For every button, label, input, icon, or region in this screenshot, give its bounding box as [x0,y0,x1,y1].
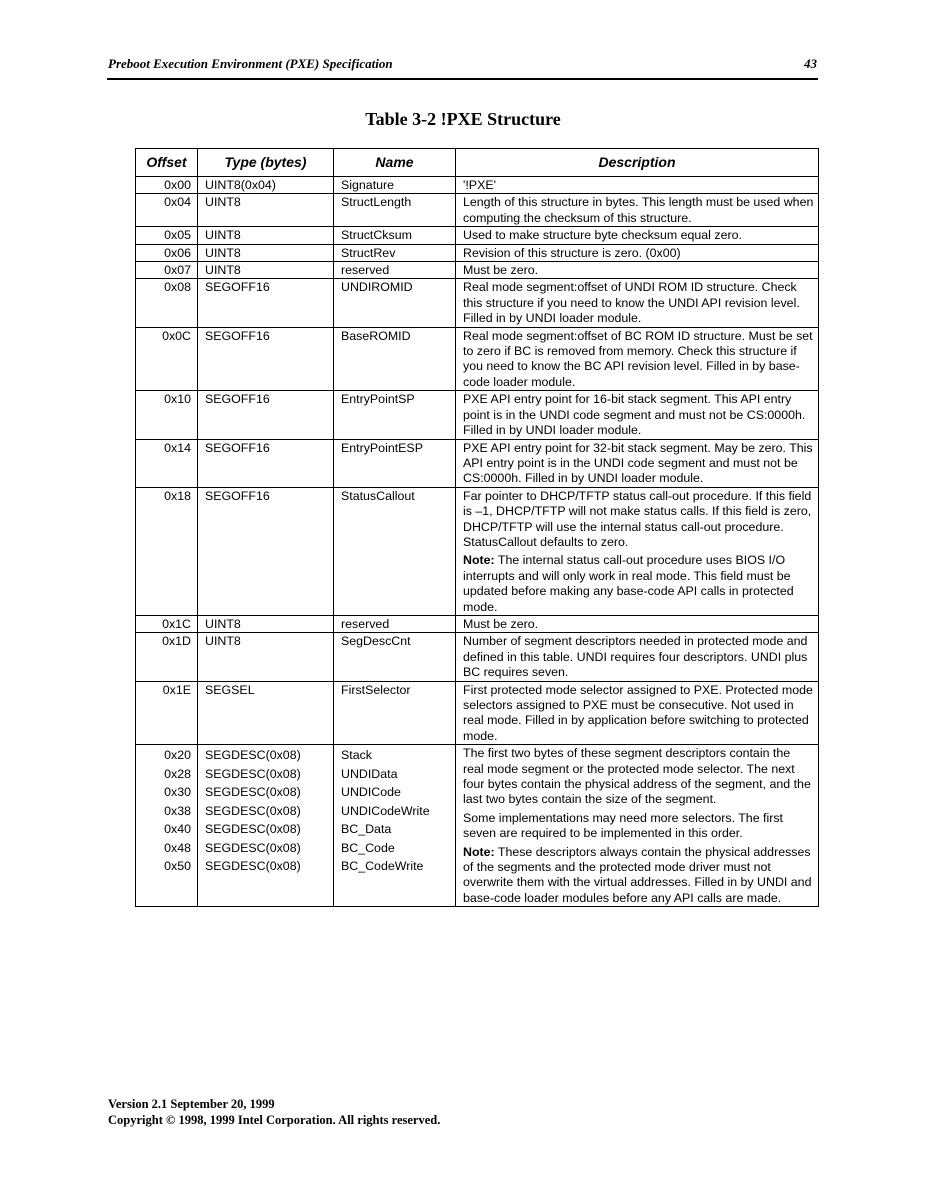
offset-cell: 0x1C [136,615,198,632]
type-cell: UINT8 [198,262,334,279]
offset-value: 0x50 [164,859,191,874]
table-row [136,279,819,327]
type-cell: UINT8 [198,615,334,632]
name-cell: SegDescCnt [334,633,456,681]
description-paragraph: Real mode segment:offset of UNDI ROM ID structure. Check this structure if you need to know the UNDI API revision level. Filled in by UNDI loader module. [463,280,800,326]
name-value: UNDICode [341,785,401,800]
type-cell: SEGOFF16 [198,327,334,391]
type-cell: UINT8 [198,244,334,261]
name-value: BC_CodeWrite [341,859,424,874]
note-label: Note: [463,844,495,859]
type-cell: SEGOFF16 [198,391,334,439]
name-value: UNDIData [341,766,398,781]
type-value: SEGDESC(0x08) [205,803,301,818]
description-cell [456,262,819,279]
type-value: SEGDESC(0x08) [205,840,301,855]
type-value: SEGDESC(0x08) [205,748,301,763]
description-paragraph: Must be zero. [463,616,539,631]
column-header-name: Name [334,149,456,177]
note-paragraph [463,553,814,615]
note-label: Note: [463,553,495,568]
copyright-line: Copyright © 1998, 1999 Intel Corporation. All rights reserved. [108,1113,441,1127]
description-paragraph: Must be zero. [463,263,539,278]
note-text: The internal status call-out procedure uses BIOS I/O interrupts and will only work in real mode. This field must be updated before making any base-code API calls in protected mode. [463,553,794,614]
description-paragraph: Far pointer to DHCP/TFTP status call-out procedure. If this field is –1, DHCP/TFTP will not make status calls. If this field is zero, DHCP/TFTP will use the internal status call-out procedure. StatusCallout defaults to zero. [463,488,812,549]
description-cell [456,194,819,227]
table-row [136,227,819,244]
description-paragraph: Number of segment descriptors needed in protected mode and defined in this table. UNDI requires four descriptors. UNDI plus BC requires seven. [463,634,808,680]
type-value: SEGDESC(0x08) [205,766,301,781]
name-cell: StructLength [334,194,456,227]
page-number: 43 [804,56,817,71]
table-row [136,262,819,279]
table-row [136,244,819,261]
offset-cell: 0x00 [136,177,198,194]
type-cell: SEGSEL [198,681,334,745]
table-row [136,615,819,632]
description-paragraph: Used to make structure byte checksum equal zero. [463,228,742,243]
note-text: These descriptors always contain the physical addresses of the segments and the protected mode driver must not overwrite them with the virtual addresses. Filled in by UNDI and base-code loader modules before any API calls are made. [463,844,812,905]
table-row [136,177,819,194]
offset-cell: 0x10 [136,391,198,439]
description-cell [456,439,819,487]
name-cell: EntryPointSP [334,391,456,439]
description-cell [456,244,819,261]
offset-value: 0x28 [164,766,191,781]
note-paragraph [463,845,814,907]
page-footer [108,1096,440,1128]
description-cell [456,487,819,615]
name-cell: FirstSelector [334,681,456,745]
description-paragraph: '!PXE' [463,178,496,192]
type-cell [198,745,334,907]
name-value: Stack [341,748,372,763]
name-cell: StructRev [334,244,456,261]
description-cell [456,177,819,194]
offset-cell: 0x05 [136,227,198,244]
pxe-structure-table [135,148,819,907]
name-cell: StructCksum [334,227,456,244]
type-cell: UINT8 [198,194,334,227]
table-body [136,177,819,907]
table-row [136,194,819,227]
offset-cell: 0x1D [136,633,198,681]
description-paragraph: The first two bytes of these segment descriptors contain the real mode segment or the protected mode selector. The next four bytes contain the physical address of the segment, and the last two bytes contain the size of the segment. [463,746,811,807]
table-row [136,487,819,615]
offset-cell: 0x1E [136,681,198,745]
offset-value: 0x20 [164,748,191,763]
name-cell: UNDIROMID [334,279,456,327]
table-row [136,439,819,487]
description-cell [456,745,819,907]
name-cell: EntryPointESP [334,439,456,487]
document-title: Preboot Execution Environment (PXE) Specification [108,56,393,71]
type-cell: SEGOFF16 [198,439,334,487]
name-cell: reserved [334,262,456,279]
type-cell: SEGOFF16 [198,487,334,615]
table-row [136,391,819,439]
description-cell [456,681,819,745]
description-cell [456,327,819,391]
description-paragraph: Length of this structure in bytes. This length must be used when computing the checksum of this structure. [463,195,814,225]
page-header [107,54,818,80]
table-caption: Table 3-2 !PXE Structure [365,109,561,129]
offset-cell: 0x08 [136,279,198,327]
offset-cell: 0x04 [136,194,198,227]
type-cell: SEGOFF16 [198,279,334,327]
type-value: SEGDESC(0x08) [205,859,301,874]
offset-cell: 0x0C [136,327,198,391]
name-cell: StatusCallout [334,487,456,615]
description-cell [456,279,819,327]
description-paragraph: First protected mode selector assigned to PXE. Protected mode selectors assigned to PXE must be consecutive. Not used in real mode. Filled in by application before switching to protected mode. [463,682,813,743]
table-row-segment-descriptors [136,745,819,907]
offset-cell: 0x14 [136,439,198,487]
offset-value: 0x38 [164,803,191,818]
name-value: UNDICodeWrite [341,803,430,818]
offset-cell: 0x06 [136,244,198,261]
table-header-row [136,149,819,177]
column-header-offset: Offset [136,149,198,177]
offset-value: 0x30 [164,785,191,800]
description-cell [456,227,819,244]
type-value: SEGDESC(0x08) [205,785,301,800]
table-row [136,633,819,681]
table-row [136,327,819,391]
description-paragraph: Real mode segment:offset of BC ROM ID structure. Must be set to zero if BC is removed from memory. Check this structure if you need to know the BC API revision level. Filled in by base-code loader module. [463,328,813,389]
type-cell: UINT8 [198,227,334,244]
type-value: SEGDESC(0x08) [205,822,301,837]
description-cell [456,391,819,439]
offset-cell: 0x18 [136,487,198,615]
column-header-type: Type (bytes) [198,149,334,177]
description-paragraph: PXE API entry point for 32-bit stack segment. May be zero. This API entry point is in the UNDI code segment and must not be CS:0000h. Filled in by UNDI loader module. [463,440,813,486]
description-cell [456,615,819,632]
type-cell: UINT8(0x04) [198,177,334,194]
name-cell: reserved [334,615,456,632]
name-cell [334,745,456,907]
offset-value: 0x48 [164,840,191,855]
version-line: Version 2.1 September 20, 1999 [108,1097,275,1111]
description-paragraph: Some implementations may need more selectors. The first seven are required to be implemented in this order. [463,810,783,841]
description-cell [456,633,819,681]
name-value: BC_Code [341,840,395,855]
offset-value: 0x40 [164,822,191,837]
description-paragraph: Revision of this structure is zero. (0x00) [463,245,681,260]
name-cell: BaseROMID [334,327,456,391]
type-cell: UINT8 [198,633,334,681]
table-row [136,681,819,745]
name-cell: Signature [334,177,456,194]
offset-cell [136,745,198,907]
description-paragraph: PXE API entry point for 16-bit stack segment. This API entry point is in the UNDI code segment and must not be CS:0000h. Filled in by UNDI loader module. [463,392,806,438]
offset-cell: 0x07 [136,262,198,279]
name-value: BC_Data [341,822,392,837]
column-header-description: Description [456,149,819,177]
